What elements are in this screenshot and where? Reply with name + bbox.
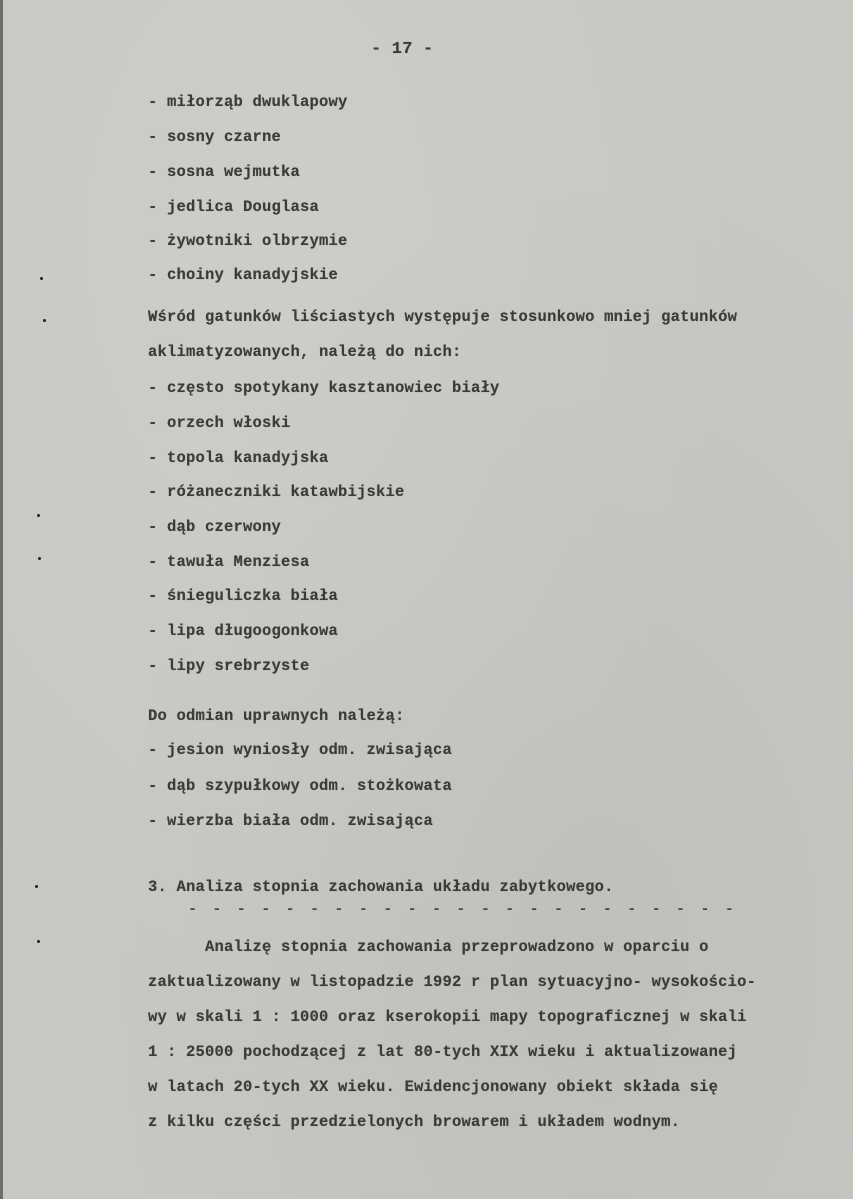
paragraph-line: zaktualizowany w listopadzie 1992 r plan sytuacyjno- wysokościo-	[148, 973, 757, 991]
margin-speck	[43, 319, 46, 322]
section-heading: 3. Analiza stopnia zachowania układu zabytkowego.	[148, 878, 614, 896]
margin-speck	[38, 557, 41, 560]
margin-speck	[40, 277, 43, 280]
paragraph-line: Wśród gatunków liściastych występuje stosunkowo mniej gatunków	[148, 308, 738, 326]
margin-speck	[37, 514, 40, 517]
list-item: - lipy srebrzyste	[148, 657, 310, 675]
list-item: - lipa długoogonkowa	[148, 622, 339, 640]
heading-underline: - - - - - - - - - - - - - - - - - - - - - - -	[188, 901, 738, 918]
list-item: - choiny kanadyjskie	[148, 266, 339, 284]
list-item: - jedlica Douglasa	[148, 198, 320, 216]
list-item: - jesion wyniosły odm. zwisająca	[148, 741, 453, 759]
list-item: - miłorząb dwuklapowy	[148, 93, 348, 111]
list-item: - żywotniki olbrzymie	[148, 232, 348, 250]
list-item: - różaneczniki katawbijskie	[148, 483, 405, 501]
list-item: - dąb czerwony	[148, 518, 282, 536]
list-item: - śnieguliczka biała	[148, 587, 339, 605]
paragraph-line: aklimatyzowanych, należą do nich:	[148, 343, 462, 361]
paragraph-line: wy w skali 1 : 1000 oraz kserokopii mapy topograficznej w skali	[148, 1008, 747, 1026]
list-item: - topola kanadyjska	[148, 449, 329, 467]
list-item: - często spotykany kasztanowiec biały	[148, 379, 500, 397]
page-number: - 17 -	[371, 40, 434, 59]
list-item: - sosny czarne	[148, 128, 282, 146]
list-item: - wierzba biała odm. zwisająca	[148, 812, 434, 830]
list-item: - dąb szypułkowy odm. stożkowata	[148, 777, 453, 795]
paragraph-line: Do odmian uprawnych należą:	[148, 707, 405, 725]
list-item: - tawuła Menziesa	[148, 553, 310, 571]
paragraph-line: Analizę stopnia zachowania przeprowadzono w oparciu o	[205, 938, 709, 956]
paragraph-line: 1 : 25000 pochodzącej z lat 80-tych XIX wieku i aktualizowanej	[148, 1043, 738, 1061]
margin-speck	[35, 885, 38, 888]
list-item: - orzech włoski	[148, 414, 291, 432]
paragraph-line: w latach 20-tych XX wieku. Ewidencjonowany obiekt składa się	[148, 1078, 719, 1096]
list-item: - sosna wejmutka	[148, 163, 301, 181]
margin-speck	[37, 940, 40, 943]
paragraph-line: z kilku części przedzielonych browarem i układem wodnym.	[148, 1113, 681, 1131]
